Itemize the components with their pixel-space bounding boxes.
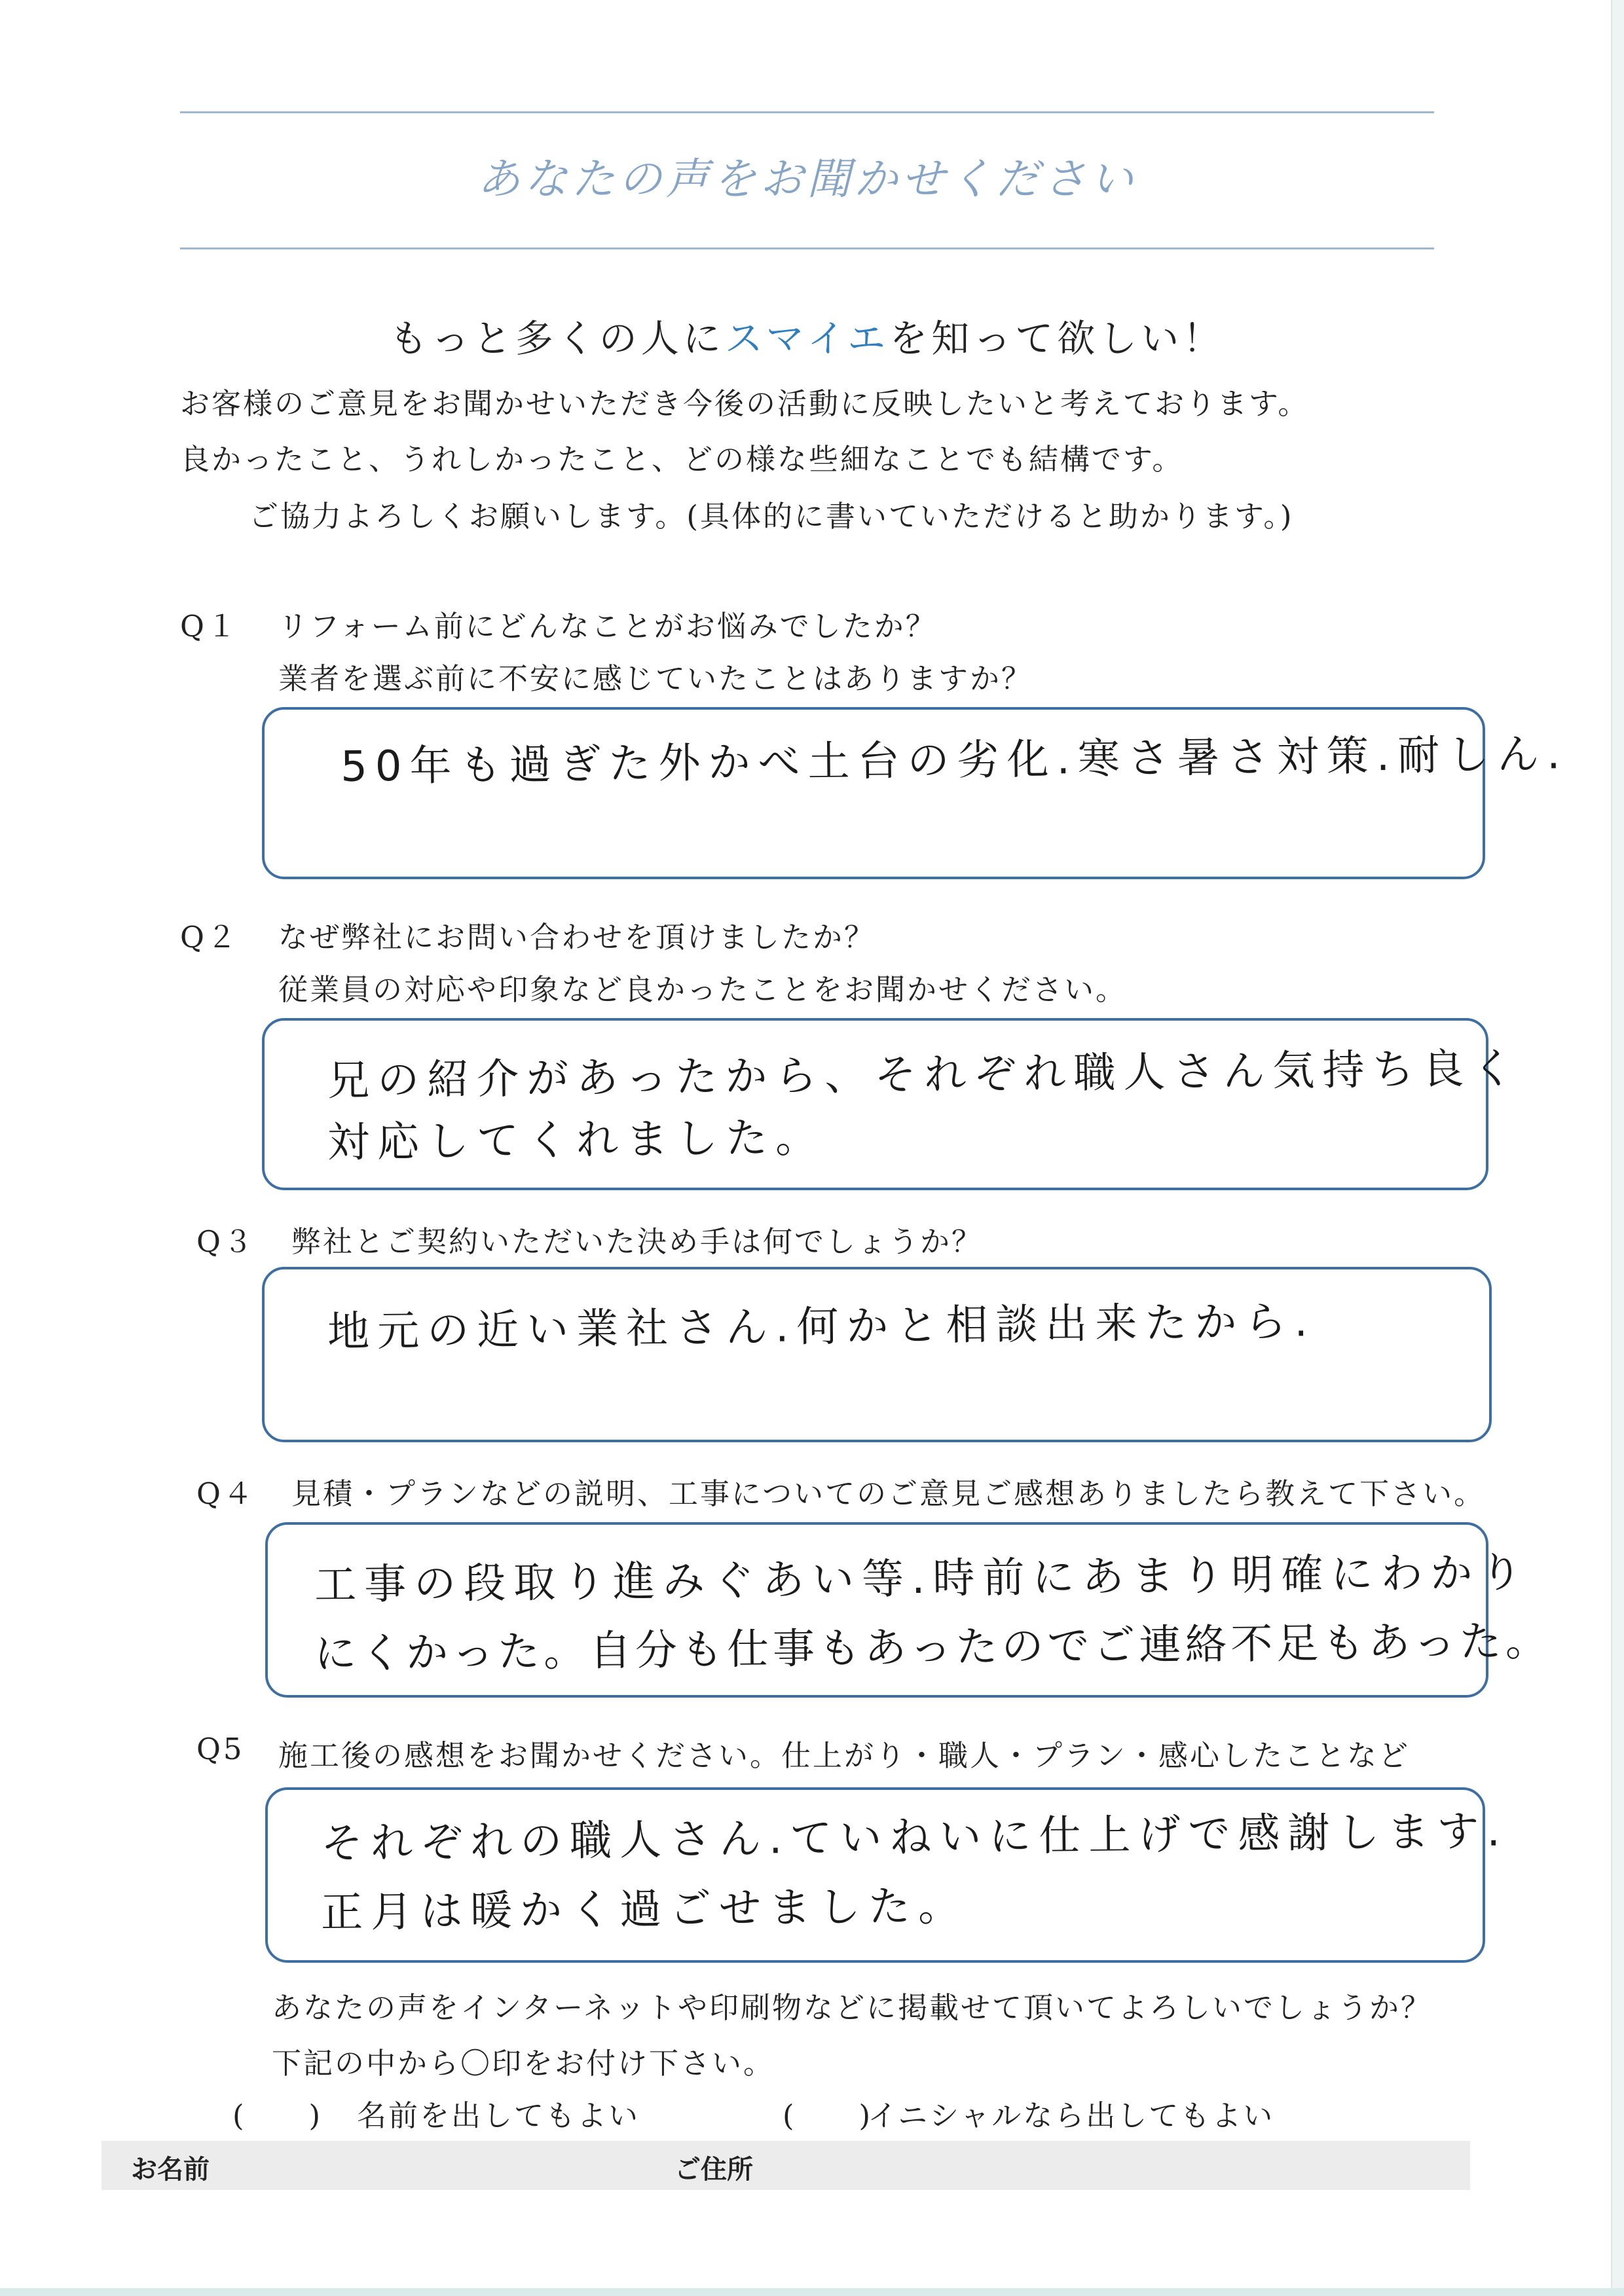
q4-answer-line-2: にくかった。自分も仕事もあったのでご連絡不足もあった。 xyxy=(314,1617,1552,1679)
q5-answer-line-1: それぞれの職人さん.ていねいに仕上げで感謝します. xyxy=(320,1807,1509,1868)
intro-line-1: お客様のご意見をお聞かせいただき今後の活動に反映したいと考えております。 xyxy=(180,386,1310,421)
q1-text-line-2: 業者を選ぶ前に不安に感じていたことはありますか？ xyxy=(278,661,1033,696)
q1-text-line-1: リフォーム前にどんなことがお悩みでしたか？ xyxy=(278,609,937,644)
q5-answer-line-2: 正月は暖かく過ごせました。 xyxy=(320,1882,969,1938)
headline-before: もっと多くの人に xyxy=(389,316,725,361)
page-bottom-edge xyxy=(0,2288,1624,2296)
page-edge xyxy=(1611,0,1624,2296)
page-title: あなたの声をお聞かせください xyxy=(477,154,1137,204)
consent-question: あなたの声をインターネットや印刷物などに掲載せて頂いてよろしいでしょうか？ xyxy=(272,1990,1432,2025)
address-label: ご住所 xyxy=(674,2155,753,2185)
consent-option-name-label: 名前を出してもよい xyxy=(357,2098,640,2133)
q3-text-line-1: 弊社とご契約いただいた決め手は何でしょうか？ xyxy=(291,1224,984,1259)
q5-number: Q5 xyxy=(196,1732,245,1766)
consent-option-initial-label: イニシャルなら出してもよい xyxy=(868,2098,1275,2133)
q2-text-line-1: なぜ弊社にお問い合わせを頂けましたか？ xyxy=(278,920,876,955)
headline-after: を知って欲しい！ xyxy=(889,316,1225,361)
q2-answer-line-2: 対応してくれました。 xyxy=(327,1114,826,1167)
consent-instruction: 下記の中から〇印をお付け下さい。 xyxy=(272,2046,775,2081)
q1-answer-line-1: 50年も過ぎた外かべ土台の劣化.寒さ暑さ対策.耐しん. xyxy=(340,730,1568,792)
consent-option-name-check[interactable]: ( ) xyxy=(232,2098,323,2133)
name-label: お名前 xyxy=(131,2155,210,2185)
q4-answer-line-1: 工事の段取り進みぐあい等.時前にあまり明確にわかり xyxy=(314,1548,1530,1610)
intro-line-2: 良かったこと、うれしかったこと、どの様な些細なことでも結構です。 xyxy=(180,442,1184,477)
q3-number: Q３ xyxy=(196,1224,255,1259)
title-top-rule xyxy=(180,111,1434,113)
q2-number: Q２ xyxy=(180,920,239,955)
title-bottom-rule xyxy=(180,247,1434,249)
q1-number: Q１ xyxy=(180,609,239,644)
consent-option-initial-check[interactable]: ( ) xyxy=(783,2098,873,2133)
q3-answer-line-1: 地元の近い業社さん.何かと相談出来たから. xyxy=(327,1298,1316,1357)
intro-line-3: ご協力よろしくお願いします。(具体的に書いていただけると助かります。) xyxy=(249,499,1294,534)
q4-number: Q４ xyxy=(196,1476,255,1511)
q2-text-line-2: 従業員の対応や印象など良かったことをお聞かせください。 xyxy=(278,972,1128,1007)
q5-text-line-1: 施工後の感想をお聞かせください。仕上がり・職人・プラン・感心したことなど xyxy=(278,1738,1411,1773)
q2-answer-line-1: 兄の紹介があったから、それぞれ職人さん気持ち良く xyxy=(327,1044,1522,1106)
headline xyxy=(180,308,1434,363)
name-address-bar xyxy=(101,2141,1470,2190)
q4-text-line-1: 見積・プランなどの説明、工事についてのご意見ご感想ありましたら教えて下さい。 xyxy=(291,1476,1486,1511)
brand-name: スマイエ xyxy=(724,316,890,361)
